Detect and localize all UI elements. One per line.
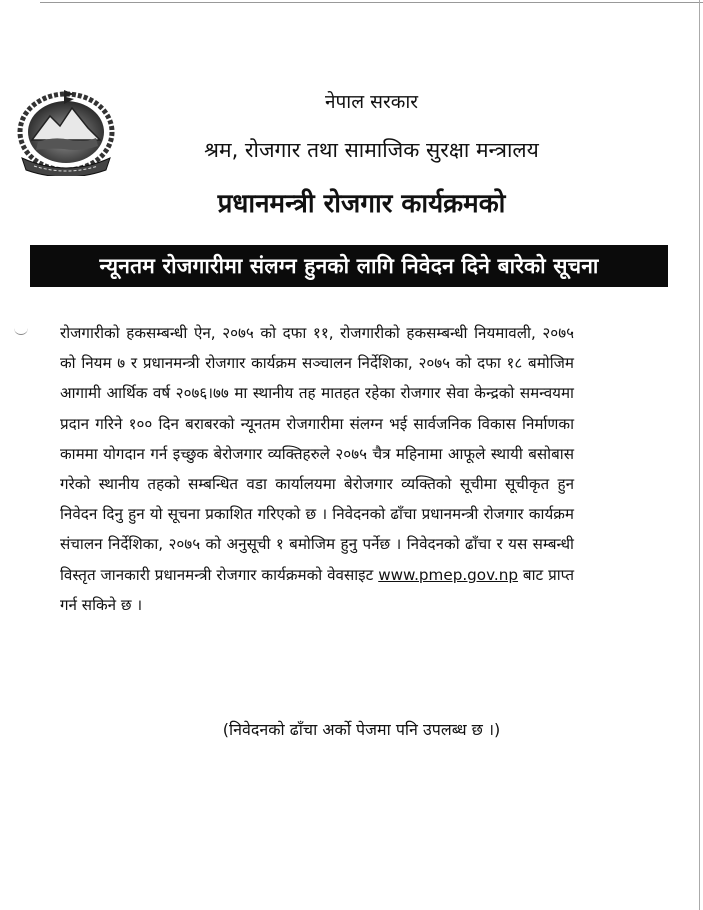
scan-edge-top: [40, 2, 703, 3]
government-name: नेपाल सरकार: [324, 91, 419, 113]
body-text-tail: बाट प्राप्त गर्न सकिने छ ।: [60, 565, 575, 614]
program-title: प्रधानमन्त्री रोजगार कार्यक्रमको: [217, 189, 506, 219]
website-link[interactable]: www.pmep.gov.np: [378, 565, 518, 584]
notice-title: न्यूनतम रोजगारीमा संलग्न हुनको लागि निवेदन दिने बारेको सूचना: [99, 254, 599, 278]
notice-body: [60, 318, 574, 620]
body-text-main: रोजगारीको हकसम्बन्धी ऐन, २०७५ को दफा ११, रोजगारीको हकसम्बन्धी नियमावली, २०७५ को नियम ७ र प्रधानमन्त्री रोजगार कार्यक्रम सञ्चालन निर्देशिका, २०७५ को दफा १८ बमोजिम आगामी आर्थिक वर्ष २०७६।७७ मा स्थानीय तह मातहत रहेका रोजगार सेवा केन्द्रको समन्वयमा प्रदान गरिने १०० दिन बराबरको न्यूनतम रोजगारीमा संलग्न भई सार्वजनिक विकास निर्माणका काममा योगदान गर्न इच्छुक बेरोजगार व्यक्तिहरुले २०७५ चैत्र महिनामा आफूले स्थायी बसोबास गरेको स्थानीय तहको सम्बन्धित वडा कार्यालयमा बेरोजगार व्यक्तिको सूचीमा सूचीकृत हुन निवेदन दिनु हुन यो सूचना प्रकाशित गरिएको छ । निवेदनको ढाँचा प्रधानमन्त्री रोजगार कार्यक्रम संचालन निर्देशिका, २०७५ को अनुसूची १ बमोजिम हुनु पर्नेछ । निवेदनको ढाँचा र यस सम्बन्धी विस्तृत जानकारी प्रधानमन्त्री रोजगार कार्यक्रमको वेवसाइट: [60, 324, 574, 584]
ministry-name: श्रम, रोजगार तथा सामाजिक सुरक्षा मन्त्रालय: [204, 138, 539, 162]
footnote: (निवेदनको ढाँचा अर्को पेजमा पनि उपलब्ध छ ।): [222, 720, 501, 739]
notice-banner: [30, 245, 668, 287]
margin-mark: [14, 326, 28, 335]
